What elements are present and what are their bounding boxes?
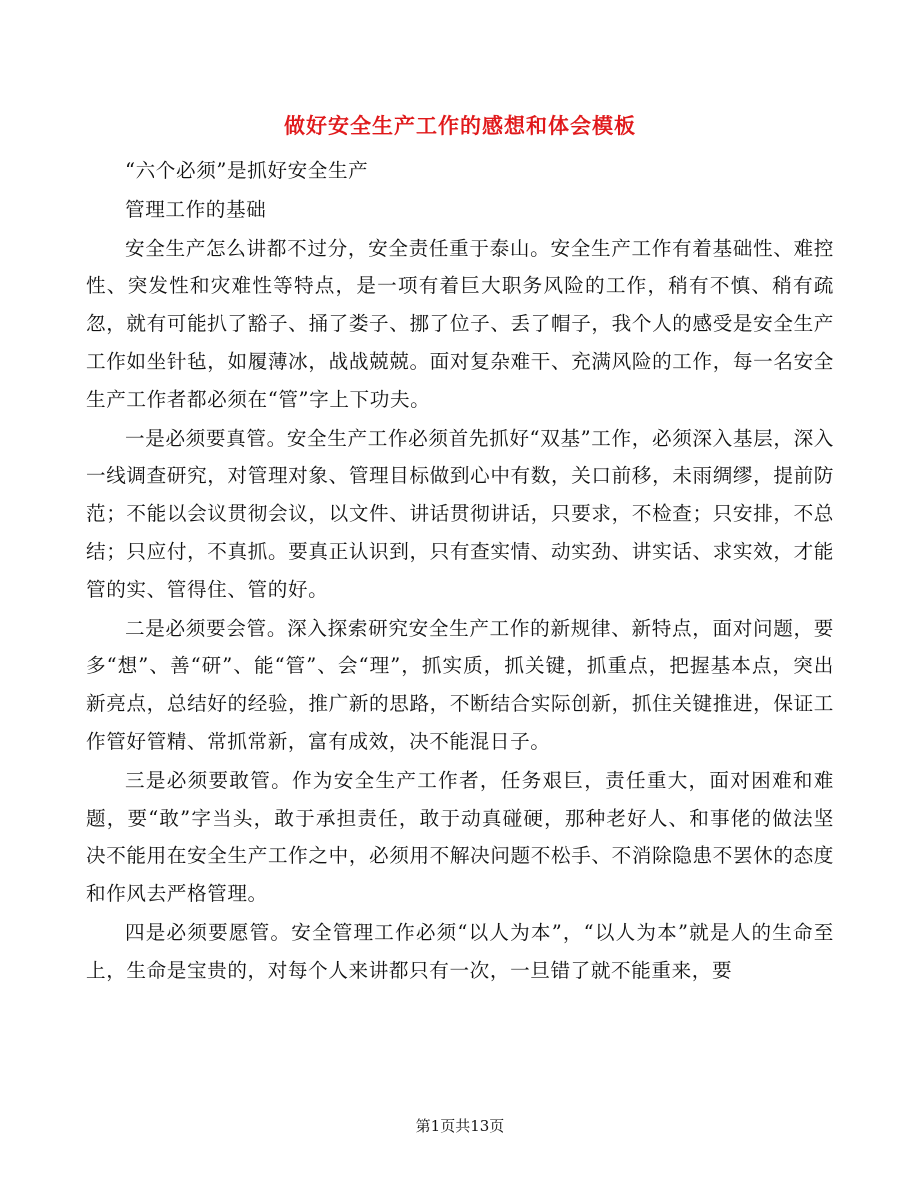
paragraph-point-2: 二是必须要会管。深入探索研究安全生产工作的新规律、新特点，面对问题，要多“想”、善“研”、能“管”、会“理”，抓实质，抓关键，抓重点，把握基本点，突出新亮点，总结好的经验，推广新的思路，不断结合实际创新，抓住关键推进，保证工作管好管精、常抓常新，富有成效，决不能混日子。 (86, 616, 834, 753)
document-title: 做好安全生产工作的感想和体会模板 (284, 113, 636, 138)
page-number: 第1页共13页 (415, 1117, 505, 1135)
paragraph-point-4: 四是必须要愿管。安全管理工作必须“以人为本”，“以人为本”就是人的生命至上，生命是宝贵的，对每个人来讲都只有一次，一旦错了就不能重来，要 (86, 920, 834, 982)
paragraph-subtitle-1: “六个必须”是抓好安全生产 (125, 159, 369, 182)
document-body (86, 152, 834, 990)
paragraph-intro: 安全生产怎么讲都不过分，安全责任重于泰山。安全生产工作有着基础性、难控性、突发性和灾难性等特点，是一项有着巨大职务风险的工作，稍有不慎、稍有疏忽，就有可能扒了豁子、捅了娄子、挪了位子、丢了帽子，我个人的感受是安全生产工作如坐针毡，如履薄冰，战战兢兢。面对复杂难干、充满风险的工作，每一名安全生产工作者都必须在“管”字上下功夫。 (86, 236, 834, 411)
paragraph-point-3: 三是必须要敢管。作为安全生产工作者，任务艰巨，责任重大，面对困难和难题，要“敢”字当头，敢于承担责任，敢于动真碰硬，那种老好人、和事佬的做法坚决不能用在安全生产工作之中，必须用不解决问题不松手、不消除隐患不罢休的态度和作风去严格管理。 (86, 768, 834, 906)
paragraph-subtitle-2: 管理工作的基础 (125, 197, 267, 221)
paragraph-point-1: 一是必须要真管。安全生产工作必须首先抓好“双基”工作，必须深入基层，深入一线调查研究，对管理对象、管理目标做到心中有数，关口前移，未雨绸缪，提前防范；不能以会议贯彻会议，以文件、讲话贯彻讲话，只要求，不检查；只安排，不总结；只应付，不真抓。要真正认识到，只有查实情、动实劲、讲实话、求实效，才能管的实、管得住、管的好。 (86, 426, 834, 601)
